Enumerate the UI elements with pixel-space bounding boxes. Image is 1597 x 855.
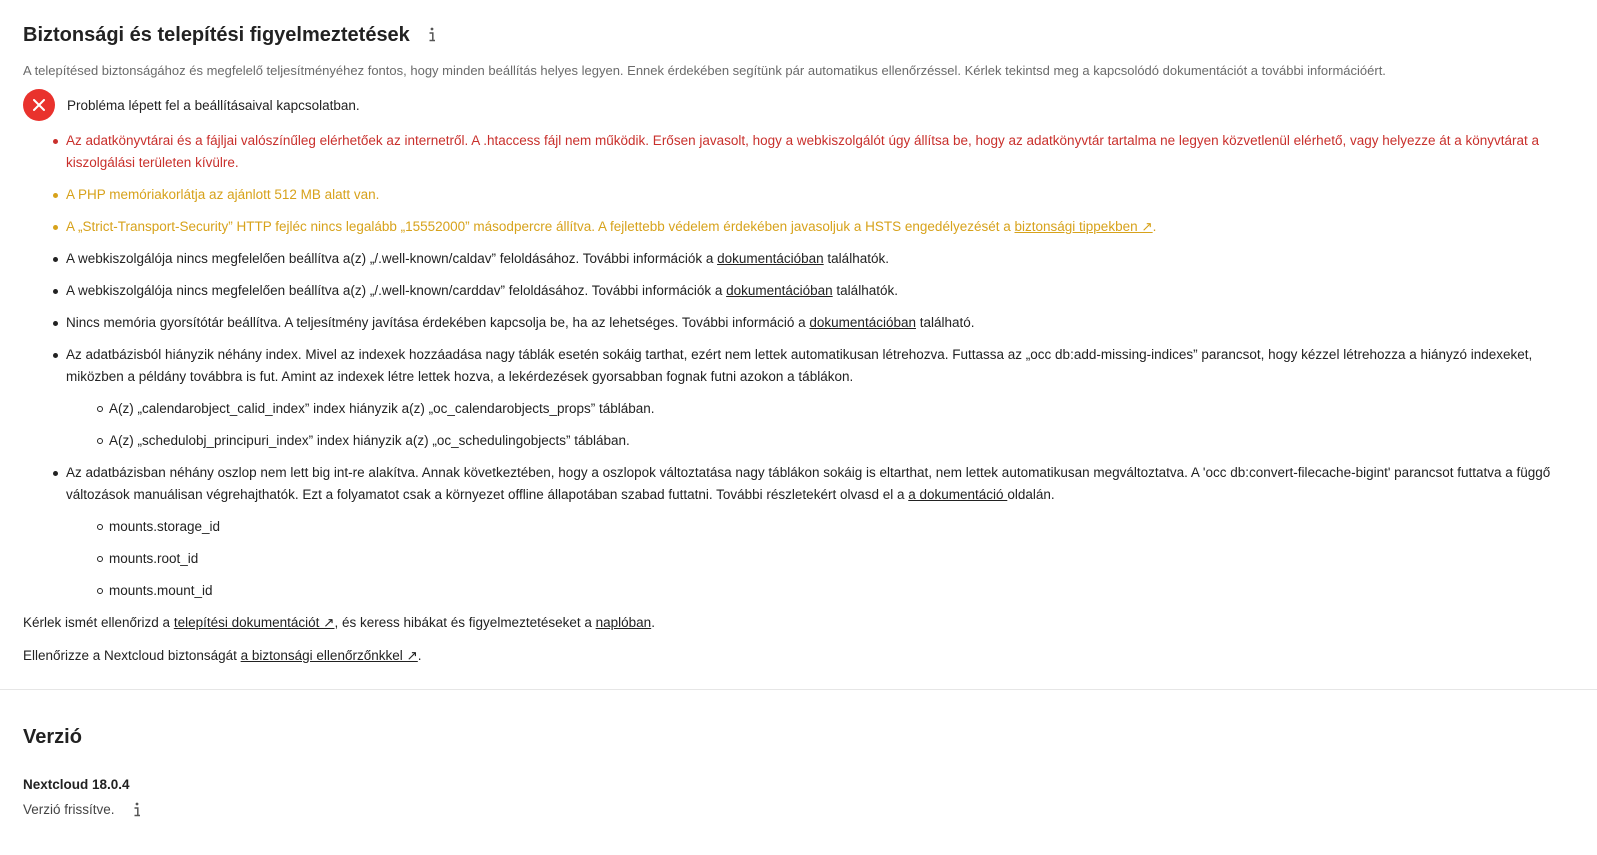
- info-icon[interactable]: [129, 800, 145, 820]
- issue-carddav: [66, 280, 1567, 302]
- recheck-note: [23, 612, 1567, 634]
- bigint-columns-list: [66, 516, 1567, 602]
- list-item: mounts.storage_id: [109, 516, 1567, 538]
- issue-bigint-text: Az adatbázisban néhány oszlop nem lett big int-re alakítva. Annak következtében, hogy a oszlopok változtatása nagy táblákon sokáig is eltarthat, nem lettek automatikusan megváltoztatva. A 'occ db:convert-filecache-bigint' parancsot futtatva a függő változások manuálisan végrehajthatók. Ezt a folyamatot csak a környezet offline állapotában szabad futtatni. További részletekért olvasd el a: [66, 465, 1551, 502]
- issue-caldav: [66, 248, 1567, 270]
- recheck-middle: , és keress hibákat és figyelmeztetéseket a: [334, 615, 596, 630]
- bigint-docs-link[interactable]: a dokumentáció: [908, 487, 1008, 502]
- issue-memcache-end: található.: [915, 315, 975, 330]
- list-item: mounts.mount_id: [109, 580, 1567, 602]
- memcache-docs-link[interactable]: dokumentációban: [809, 315, 916, 330]
- issue-php-memory: A PHP memóriakorlátja az ajánlott 512 MB alatt van.: [66, 184, 1567, 206]
- update-status-text: Verzió frissítve.: [23, 802, 115, 817]
- product-version: Nextcloud 18.0.4: [23, 777, 130, 792]
- list-item: A(z) „schedulobj_principuri_index” index hiányzik a(z) „oc_schedulingobjects” táblában.: [109, 430, 1567, 452]
- scan-note: [23, 645, 1567, 667]
- issue-hsts-end: .: [1152, 219, 1157, 234]
- issue-bigint: [66, 462, 1567, 602]
- status-row: [23, 89, 1567, 121]
- version-section: [0, 690, 1597, 820]
- security-title: Biztonsági és telepítési figyelmeztetések: [23, 24, 410, 46]
- issue-caldav-end: találhatók.: [823, 251, 889, 266]
- recheck-text: Kérlek ismét ellenőrizd a: [23, 615, 174, 630]
- issue-carddav-end: találhatók.: [832, 283, 898, 298]
- security-tips-link[interactable]: biztonsági tippekben ↗: [1014, 219, 1153, 234]
- security-description: A telepítésed biztonságához és megfelelő teljesítményéhez fontos, hogy minden beállítás helyes legyen. Ennek érdekében segítünk pár automatikus ellenőrzéssel. Kérlek tekintsd meg a kapcsolódó dokumentációt a további információért.: [23, 63, 1386, 78]
- scan-text: Ellenőrizze a Nextcloud biztonságát: [23, 648, 241, 663]
- error-icon: [23, 89, 55, 121]
- issue-memcache: [66, 312, 1567, 334]
- issue-htaccess: Az adatkönyvtárai és a fájljai valószínűleg elérhetőek az internetről. A .htaccess fájl nem működik. Erősen javasolt, hogy a webkiszolgálót úgy állítsa be, hogy az adatkönyvtár tartalma ne legyen közvetlenül elérhető, vagy helyezze át a könyvtárat a kiszolgálási területen kívülre.: [66, 130, 1567, 174]
- issue-hsts-text: A „Strict-Transport-Security” HTTP fejléc nincs legalább „15552000” másodpercre állítva. A fejlettebb védelem érdekében javasoljuk a HSTS engedélyezését a: [66, 219, 1015, 234]
- caldav-docs-link[interactable]: dokumentációban: [717, 251, 824, 266]
- issue-carddav-text: A webkiszolgálója nincs megfelelően beállítva a(z) „/.well-known/carddav” feloldásához. További információk a: [66, 283, 727, 298]
- issue-caldav-text: A webkiszolgálója nincs megfelelően beállítva a(z) „/.well-known/caldav” feloldásához. További információk a: [66, 251, 718, 266]
- status-text: Probléma lépett fel a beállításaival kapcsolatban.: [67, 97, 360, 113]
- carddav-docs-link[interactable]: dokumentációban: [726, 283, 833, 298]
- update-status: [23, 800, 1567, 820]
- log-link[interactable]: naplóban: [595, 615, 652, 630]
- issue-memcache-text: Nincs memória gyorsítótár beállítva. A teljesítmény javítása érdekében kapcsolja be, ha az lehetséges. További információ a: [66, 315, 810, 330]
- list-item: A(z) „calendarobject_calid_index” index hiányzik a(z) „oc_calendarobjects_props” táblában.: [109, 398, 1567, 420]
- issue-missing-indices-text: Az adatbázisból hiányzik néhány index. Mivel az indexek hozzáadása nagy táblák esetén sokáig tarthat, ezért nem lettek automatikusan létrehozva. Futtassa az „occ db:add-missing-indices” parancsot, hogy kézzel létrehozza a hiányzó indexeket, miközben a példány továbbra is fut. Amint az indexek létre lettek hozva, a lekérdezések gyorsabban fognak futni azokon a táblákon.: [66, 347, 1533, 384]
- list-item: mounts.root_id: [109, 548, 1567, 570]
- missing-indices-list: [66, 398, 1567, 452]
- recheck-end: .: [651, 615, 655, 630]
- scan-end: .: [417, 648, 422, 663]
- issue-bigint-end: oldalán.: [1007, 487, 1055, 502]
- issue-hsts: [66, 216, 1567, 238]
- security-heading: [23, 22, 1567, 48]
- version-heading: Verzió: [23, 726, 82, 748]
- security-scan-link[interactable]: a biztonsági ellenőrzőnkkel ↗: [240, 648, 418, 663]
- issues-list: [23, 130, 1567, 602]
- info-icon[interactable]: [424, 25, 440, 45]
- install-docs-link[interactable]: telepítési dokumentációt ↗: [173, 615, 335, 630]
- issue-missing-indices: [66, 344, 1567, 452]
